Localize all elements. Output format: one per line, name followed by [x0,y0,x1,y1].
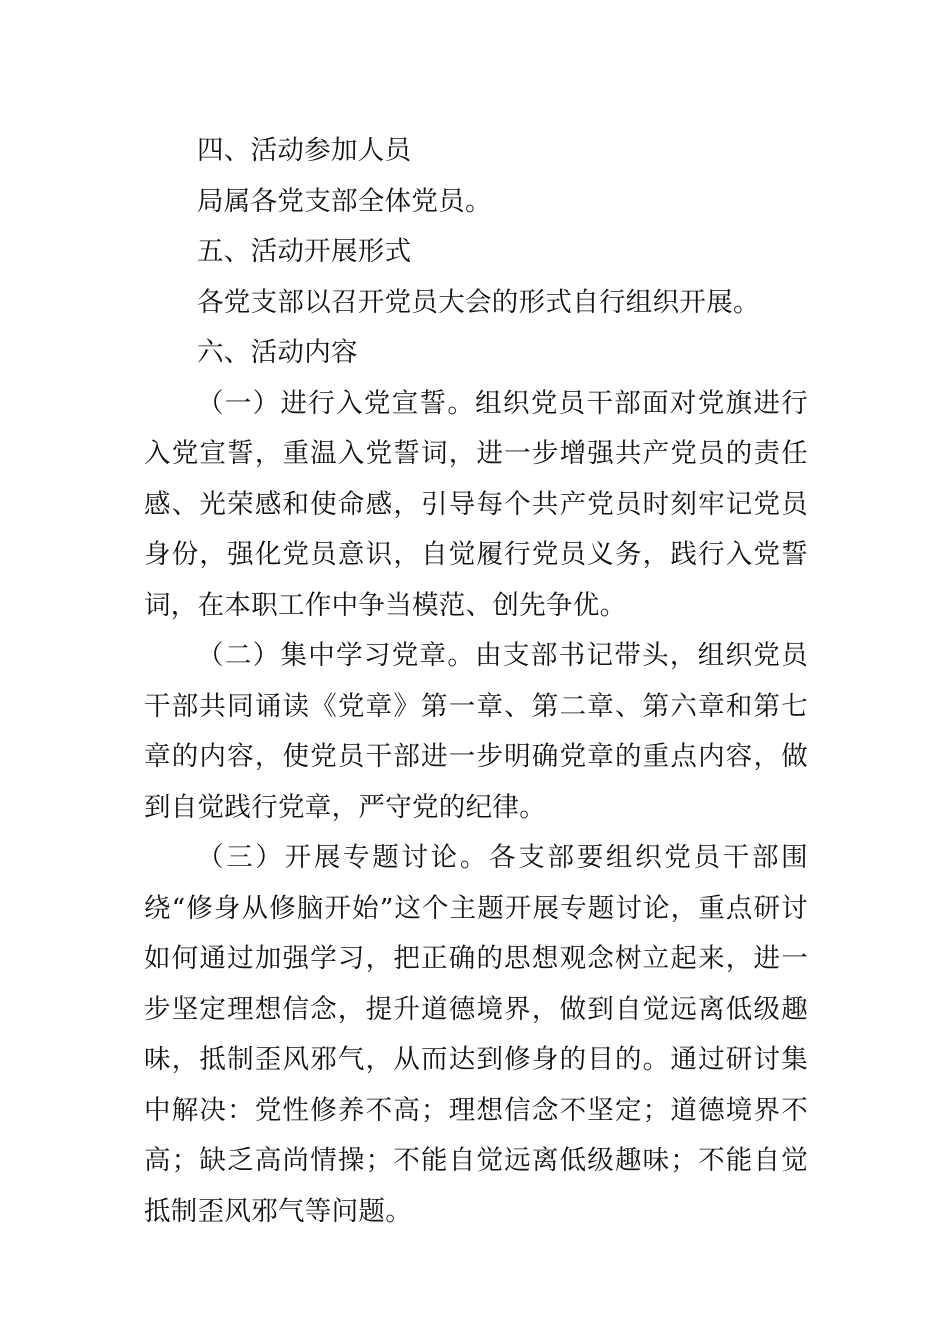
paragraph-study-constitution: （二）集中学习党章。由支部书记带头，组织党员干部共同诵读《党章》第一章、第二章、第六章和第七章的内容，使党员干部进一步明确党章的重点内容，做到自觉践行党章，严守党的纪律。 [144,640,808,823]
document-body [144,126,808,1237]
section-heading-format: 五、活动开展形式 [197,236,412,267]
paragraph-discussion: （三）开展专题讨论。各支部要组织党员干部围绕“修身从修脑开始”这个主题开展专题讨论，重点研讨如何通过加强学习，把正确的思想观念树立起来，进一步坚定理想信念，提升道德境界，做到自觉远离低级趣味，抵制歪风邪气，从而达到修身的目的。通过研讨集中解决：党性修养不高；理想信念不坚定；道德境界不高；缺乏高尚情操；不能自觉远离低级趣味；不能自觉抵制歪风邪气等问题。 [144,842,808,1227]
section-heading-participants: 四、活动参加人员 [197,135,412,166]
paragraph-oath: （一）进行入党宣誓。组织党员干部面对党旗进行入党宣誓，重温入党誓词，进一步增强共产党员的责任感、光荣感和使命感，引导每个共产党员时刻牢记党员身份，强化党员意识，自觉履行党员义务，践行入党誓词，在本职工作中争当模范、创先争优。 [144,387,808,621]
section-heading-content: 六、活动内容 [197,337,358,368]
paragraph-format: 各党支部以召开党员大会的形式自行组织开展。 [197,286,760,318]
paragraph-participants: 局属各党支部全体党员。 [197,185,492,217]
